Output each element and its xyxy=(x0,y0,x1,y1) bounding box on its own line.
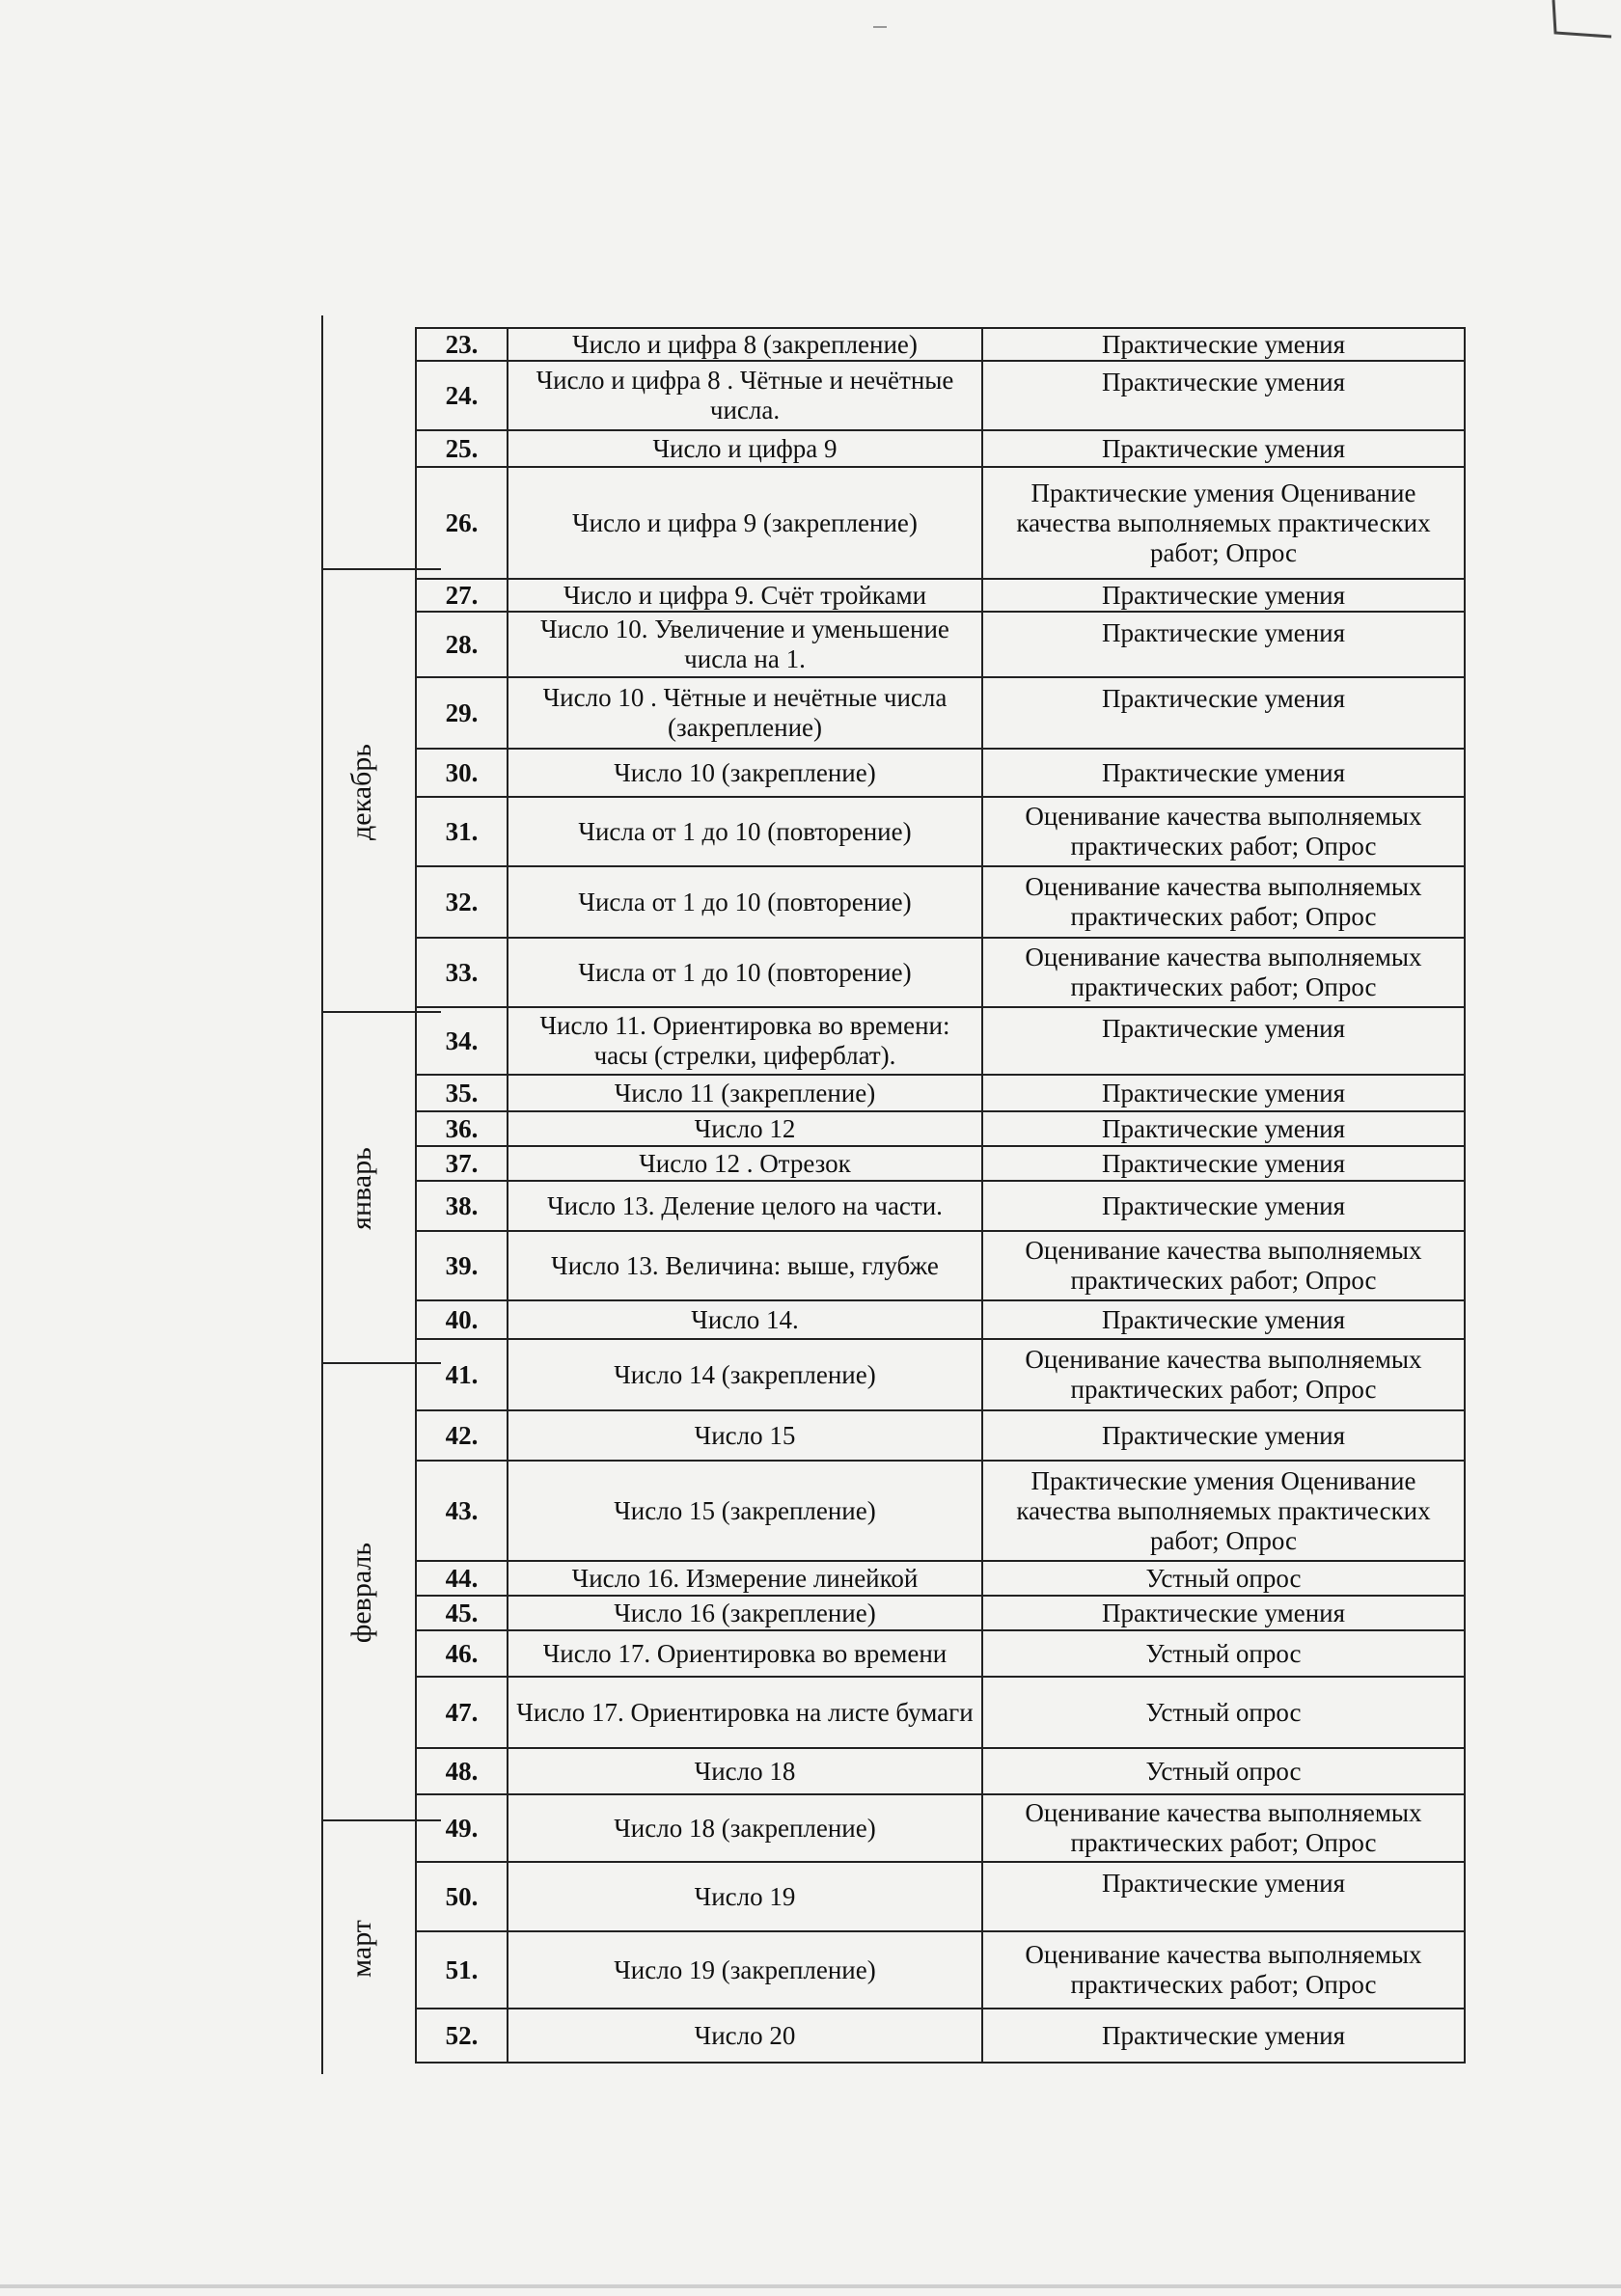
control-form: Оценивание качества выполняемых практических работ; Опрос xyxy=(982,1794,1465,1862)
lesson-topic: Число 11 (закрепление) xyxy=(508,1075,982,1111)
lesson-number: 25. xyxy=(416,430,508,467)
table-row xyxy=(416,328,1465,361)
control-form: Практические умения xyxy=(982,328,1465,361)
lesson-number: 35. xyxy=(416,1075,508,1111)
lesson-number: 41. xyxy=(416,1339,508,1410)
month-label: декабрь xyxy=(345,743,377,840)
control-form: Практические умения xyxy=(982,579,1465,612)
table-row xyxy=(416,1339,1465,1410)
table-row xyxy=(416,1461,1465,1561)
lesson-topic: Число 16. Измерение линейкой xyxy=(508,1561,982,1596)
lesson-number: 26. xyxy=(416,467,508,579)
lesson-topic: Число 18 xyxy=(508,1748,982,1794)
lesson-number: 51. xyxy=(416,1931,508,2009)
table-row xyxy=(416,1630,1465,1677)
table-row xyxy=(416,1146,1465,1181)
table-row xyxy=(416,797,1465,866)
table-row xyxy=(416,612,1465,677)
lesson-topic: Число 16 (закрепление) xyxy=(508,1596,982,1630)
staple-corner-mark xyxy=(1544,0,1621,48)
lesson-topic: Число 13. Величина: выше, глубже xyxy=(508,1231,982,1300)
control-form: Практические умения xyxy=(982,361,1465,430)
control-form: Оценивание качества выполняемых практических работ; Опрос xyxy=(982,1931,1465,2009)
lesson-number: 40. xyxy=(416,1300,508,1339)
lesson-topic: Число 19 xyxy=(508,1862,982,1931)
control-form: Устный опрос xyxy=(982,1748,1465,1794)
table-row xyxy=(416,749,1465,797)
table-row xyxy=(416,1862,1465,1931)
lesson-plan-table xyxy=(415,327,1466,2064)
table-row xyxy=(416,1677,1465,1748)
control-form: Практические умения xyxy=(982,1111,1465,1146)
control-form: Практические умения xyxy=(982,677,1465,749)
lesson-topic: Число и цифра 9 xyxy=(508,430,982,467)
control-form: Практические умения xyxy=(982,1181,1465,1231)
lesson-number: 47. xyxy=(416,1677,508,1748)
lesson-topic: Число 19 (закрепление) xyxy=(508,1931,982,2009)
control-form: Практические умения xyxy=(982,1075,1465,1111)
table-row xyxy=(416,866,1465,938)
control-form: Устный опрос xyxy=(982,1677,1465,1748)
control-form: Практические умения xyxy=(982,2009,1465,2063)
month-label: март xyxy=(345,1920,377,1978)
lesson-number: 49. xyxy=(416,1794,508,1862)
lesson-number: 27. xyxy=(416,579,508,612)
control-form: Практические умения xyxy=(982,1862,1465,1931)
lesson-number: 29. xyxy=(416,677,508,749)
lesson-topic: Число 17. Ориентировка во времени xyxy=(508,1630,982,1677)
lesson-number: 32. xyxy=(416,866,508,938)
table-row xyxy=(416,1931,1465,2009)
table-row xyxy=(416,1596,1465,1630)
lesson-number: 39. xyxy=(416,1231,508,1300)
table-row xyxy=(416,1300,1465,1339)
control-form: Оценивание качества выполняемых практических работ; Опрос xyxy=(982,1339,1465,1410)
control-form: Оценивание качества выполняемых практических работ; Опрос xyxy=(982,866,1465,938)
lesson-topic: Число 10 . Чётные и нечётные числа (закрепление) xyxy=(508,677,982,749)
page-bottom-edge xyxy=(0,2284,1621,2288)
control-form: Практические умения xyxy=(982,1596,1465,1630)
table-row xyxy=(416,430,1465,467)
lesson-topic: Число 20 xyxy=(508,2009,982,2063)
lesson-topic: Число 12 . Отрезок xyxy=(508,1146,982,1181)
lesson-number: 24. xyxy=(416,361,508,430)
table-row xyxy=(416,1410,1465,1461)
lesson-topic: Числа от 1 до 10 (повторение) xyxy=(508,938,982,1007)
control-form: Практические умения xyxy=(982,1410,1465,1461)
lesson-number: 38. xyxy=(416,1181,508,1231)
lesson-number: 46. xyxy=(416,1630,508,1677)
lesson-topic: Число 10 (закрепление) xyxy=(508,749,982,797)
table-row xyxy=(416,1007,1465,1075)
table-row xyxy=(416,579,1465,612)
lesson-number: 45. xyxy=(416,1596,508,1630)
lesson-number: 44. xyxy=(416,1561,508,1596)
control-form: Оценивание качества выполняемых практических работ; Опрос xyxy=(982,1231,1465,1300)
table-row xyxy=(416,1794,1465,1862)
table-row xyxy=(416,1075,1465,1111)
lesson-topic: Число и цифра 9. Счёт тройками xyxy=(508,579,982,612)
control-form: Оценивание качества выполняемых практических работ; Опрос xyxy=(982,797,1465,866)
lesson-number: 52. xyxy=(416,2009,508,2063)
control-form: Практические умения Оценивание качества выполняемых практических работ; Опрос xyxy=(982,467,1465,579)
lesson-topic: Число 12 xyxy=(508,1111,982,1146)
control-form: Устный опрос xyxy=(982,1561,1465,1596)
table-row xyxy=(416,1181,1465,1231)
control-form: Практические умения Оценивание качества выполняемых практических работ; Опрос xyxy=(982,1461,1465,1561)
table-row xyxy=(416,1748,1465,1794)
month-label: январь xyxy=(345,1147,377,1230)
control-form: Практические умения xyxy=(982,1007,1465,1075)
table-row xyxy=(416,677,1465,749)
lesson-number: 33. xyxy=(416,938,508,1007)
lesson-topic: Число 11. Ориентировка во времени: часы (стрелки, циферблат). xyxy=(508,1007,982,1075)
lesson-number: 34. xyxy=(416,1007,508,1075)
lesson-number: 36. xyxy=(416,1111,508,1146)
lesson-topic: Числа от 1 до 10 (повторение) xyxy=(508,797,982,866)
lesson-topic: Число и цифра 9 (закрепление) xyxy=(508,467,982,579)
lesson-topic: Число 13. Деление целого на части. xyxy=(508,1181,982,1231)
lesson-topic: Число и цифра 8 (закрепление) xyxy=(508,328,982,361)
table-row xyxy=(416,938,1465,1007)
lesson-topic: Число 14 (закрепление) xyxy=(508,1339,982,1410)
table-row xyxy=(416,1561,1465,1596)
lesson-topic: Число 15 (закрепление) xyxy=(508,1461,982,1561)
lesson-topic: Число 14. xyxy=(508,1300,982,1339)
month-label: февраль xyxy=(345,1542,377,1644)
lesson-topic: Число и цифра 8 . Чётные и нечётные числа. xyxy=(508,361,982,430)
lesson-topic: Число 10. Увеличение и уменьшение числа на 1. xyxy=(508,612,982,677)
lesson-topic: Число 15 xyxy=(508,1410,982,1461)
table-row xyxy=(416,467,1465,579)
lesson-number: 23. xyxy=(416,328,508,361)
lesson-number: 37. xyxy=(416,1146,508,1181)
control-form: Практические умения xyxy=(982,430,1465,467)
lesson-number: 42. xyxy=(416,1410,508,1461)
lesson-number: 43. xyxy=(416,1461,508,1561)
lesson-number: 48. xyxy=(416,1748,508,1794)
lesson-number: 30. xyxy=(416,749,508,797)
control-form: Практические умения xyxy=(982,749,1465,797)
lesson-topic: Числа от 1 до 10 (повторение) xyxy=(508,866,982,938)
lesson-number: 50. xyxy=(416,1862,508,1931)
lesson-number: 31. xyxy=(416,797,508,866)
lesson-topic: Число 17. Ориентировка на листе бумаги xyxy=(508,1677,982,1748)
page-mark xyxy=(873,26,887,28)
lesson-number: 28. xyxy=(416,612,508,677)
table-row xyxy=(416,361,1465,430)
lesson-topic: Число 18 (закрепление) xyxy=(508,1794,982,1862)
table-row xyxy=(416,1231,1465,1300)
control-form: Оценивание качества выполняемых практических работ; Опрос xyxy=(982,938,1465,1007)
control-form: Практические умения xyxy=(982,1300,1465,1339)
control-form: Практические умения xyxy=(982,1146,1465,1181)
table-row xyxy=(416,1111,1465,1146)
control-form: Устный опрос xyxy=(982,1630,1465,1677)
control-form: Практические умения xyxy=(982,612,1465,677)
table-row xyxy=(416,2009,1465,2063)
